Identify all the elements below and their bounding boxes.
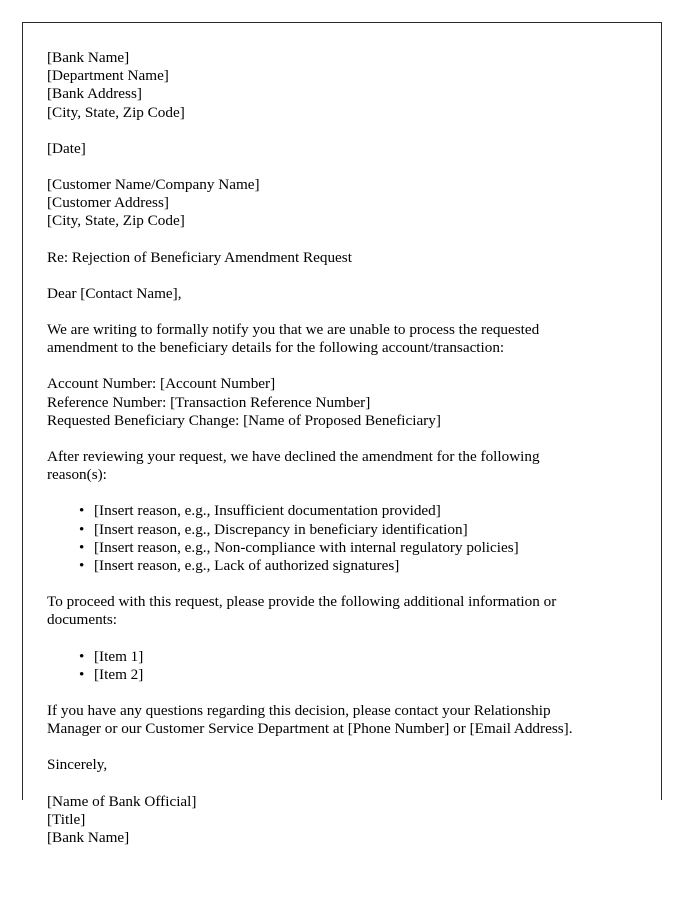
sign-off-block (47, 756, 643, 774)
sender-department-name: [Department Name] (47, 67, 169, 85)
requested-beneficiary-change-line: Requested Beneficiary Change: [Name of Proposed Beneficiary] (47, 411, 441, 429)
date-line: [Date] (47, 139, 86, 157)
list-item (47, 539, 643, 557)
list-item-label: [Insert reason, e.g., Discrepancy in beneficiary identification] (94, 520, 468, 538)
recipient-city-state-zip: [City, State, Zip Code] (47, 212, 185, 230)
list-item (47, 502, 643, 520)
required-documents-list (47, 648, 643, 684)
sender-city-state-zip: [City, State, Zip Code] (47, 103, 185, 121)
signatory-bank-name: [Bank Name] (47, 829, 130, 847)
list-item (47, 557, 643, 575)
account-details-block (47, 375, 643, 430)
bullet-icon: • (79, 647, 85, 665)
signatory-title: [Title] (47, 810, 86, 828)
list-item-label: [Insert reason, e.g., Lack of authorized signatures] (94, 557, 400, 575)
bullet-icon: • (79, 665, 85, 683)
subject-block (47, 249, 643, 267)
sender-address-block (47, 49, 643, 122)
closing-paragraph: If you have any questions regarding this decision, please contact your Relationship Manager or our Customer Service Department at [Phone Number] or [Email Address]. (47, 702, 573, 738)
recipient-address-block (47, 176, 643, 231)
salutation-line: Dear [Contact Name], (47, 284, 182, 302)
list-item-label: [Item 2] (94, 665, 144, 683)
bullet-icon: • (79, 502, 85, 520)
sign-off-line: Sincerely, (47, 756, 108, 774)
document-page (22, 22, 662, 847)
documents-intro-paragraph: To proceed with this request, please provide the following additional information or documents: (47, 593, 557, 629)
salutation-block (47, 285, 643, 303)
opening-paragraph: We are writing to formally notify you that we are unable to process the requested amendment to the beneficiary details for the following account/transaction: (47, 321, 540, 357)
list-item (47, 648, 643, 666)
reference-number-line: Reference Number: [Transaction Reference Number] (47, 393, 371, 411)
sender-bank-name: [Bank Name] (47, 49, 130, 66)
date-block (47, 140, 643, 158)
list-item-label: [Insert reason, e.g., Non-compliance with internal regulatory policies] (94, 538, 519, 556)
list-item (47, 521, 643, 539)
sender-bank-address: [Bank Address] (47, 85, 142, 103)
bullet-icon: • (79, 557, 85, 575)
subject-line: Re: Rejection of Beneficiary Amendment Request (47, 248, 352, 266)
recipient-address: [Customer Address] (47, 194, 169, 212)
account-number-line: Account Number: [Account Number] (47, 375, 276, 393)
reasons-intro-paragraph: After reviewing your request, we have declined the amendment for the following reason(s): (47, 448, 540, 484)
list-item-label: [Insert reason, e.g., Insufficient documentation provided] (94, 502, 441, 520)
bullet-icon: • (79, 520, 85, 538)
list-item-label: [Item 1] (94, 647, 144, 665)
recipient-name: [Customer Name/Company Name] (47, 176, 260, 194)
bullet-icon: • (79, 538, 85, 556)
signatory-name: [Name of Bank Official] (47, 792, 197, 810)
list-item (47, 666, 643, 684)
letter-body (47, 49, 643, 847)
signature-block (47, 793, 643, 848)
rejection-reasons-list (47, 502, 643, 575)
